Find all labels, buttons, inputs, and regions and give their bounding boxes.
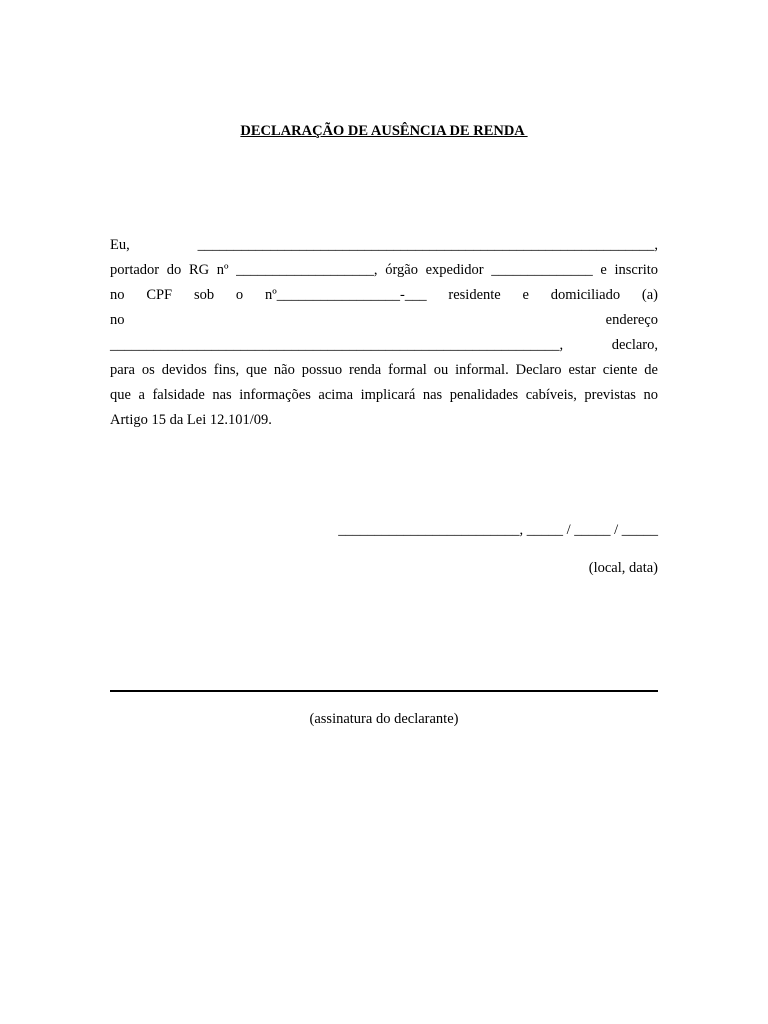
paragraph-line: para os devidos fins, que não possuo renda formal ou informal. Declaro estar ciente de: [110, 362, 658, 378]
paragraph-line: portador do RG nº ___________________, órgão expedidor ______________ e inscrito: [110, 262, 658, 278]
paragraph-line: Artigo 15 da Lei 12.101/09.: [110, 412, 272, 428]
paragraph-line: que a falsidade nas informações acima implicará nas penalidades cabíveis, previstas no: [110, 387, 658, 403]
paragraph-line: no CPF sob o nº_________________-___ residente e domiciliado (a): [110, 287, 658, 303]
paragraph-line: no endereço: [110, 312, 658, 328]
paragraph-line: Eu, _______________________________________________________________,: [110, 237, 658, 253]
signature-caption: (assinatura do declarante): [309, 711, 459, 727]
local-date-line: _________________________, _____ / _____ / _____: [338, 522, 658, 538]
local-date-caption: (local, data): [588, 560, 658, 576]
page-title: DECLARAÇÃO DE AUSÊNCIA DE RENDA: [240, 123, 528, 139]
signature-line: [110, 690, 658, 692]
paragraph-line: ______________________________________________________________, declaro,: [110, 337, 658, 353]
declaration-paragraph: [110, 233, 658, 433]
